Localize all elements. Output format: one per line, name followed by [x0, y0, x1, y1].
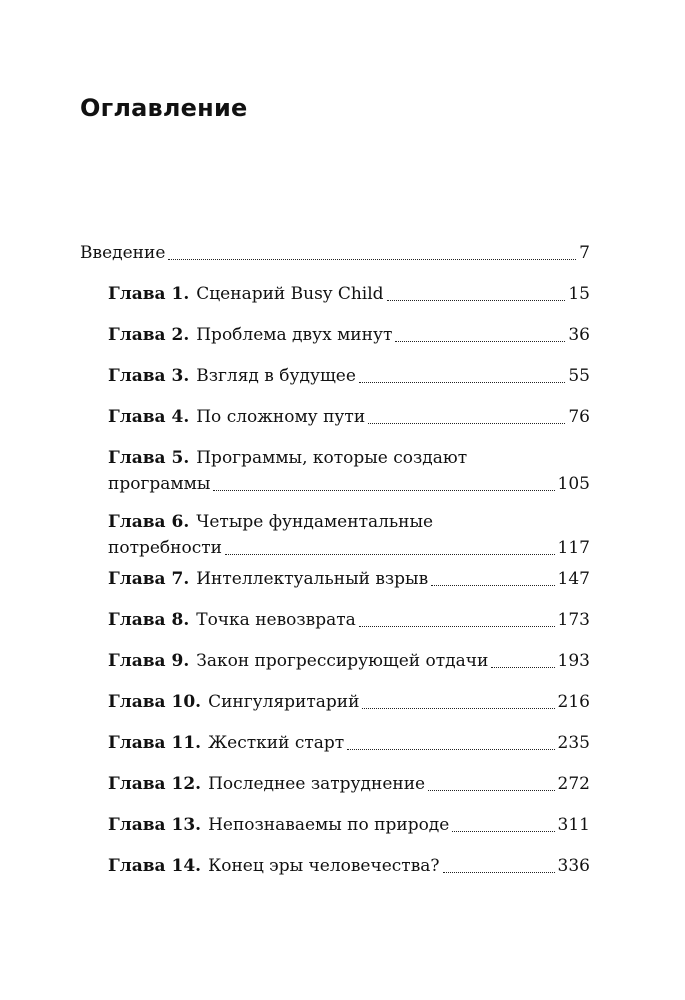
page-number: 311 — [557, 815, 590, 835]
chapter-label: Глава 12. — [108, 774, 202, 794]
toc-chapter-entry[interactable] — [108, 853, 590, 879]
toc-chapter-entry[interactable] — [108, 322, 590, 348]
toc-entry-line — [108, 471, 590, 497]
chapter-label: Глава 6. — [108, 512, 190, 532]
toc-chapter-entry[interactable] — [108, 771, 590, 797]
chapter-label: Глава 5. — [108, 448, 190, 468]
chapter-label: Глава 13. — [108, 815, 202, 835]
chapter-title: Взгляд в будущее — [196, 366, 356, 386]
toc-entry-line — [108, 607, 590, 633]
toc-chapter-entry[interactable] — [108, 812, 590, 838]
chapter-label: Глава 3. — [108, 366, 190, 386]
chapter-title: Точка невозврата — [196, 610, 356, 630]
chapter-label: Глава 8. — [108, 610, 190, 630]
toc-chapter-entry[interactable] — [108, 445, 590, 497]
page-number: 336 — [557, 856, 590, 876]
dot-leader — [443, 872, 555, 873]
chapter-title: Конец эры человечества? — [208, 856, 440, 876]
page-number: 7 — [579, 243, 590, 263]
chapter-title: Сценарий Busy Child — [196, 284, 384, 304]
toc-chapter-entry[interactable] — [108, 689, 590, 715]
chapter-label: Глава 11. — [108, 733, 202, 753]
toc-entry-line — [108, 648, 590, 674]
chapter-title: По сложному пути — [196, 407, 366, 427]
toc-entry-first-line — [108, 445, 590, 471]
page-number: 36 — [568, 325, 590, 345]
chapter-title: Непознаваемы по природе — [208, 815, 450, 835]
toc-entry-line — [108, 404, 590, 430]
chapter-title-line1: Четыре фундаментальные — [196, 512, 434, 532]
page-title: Оглавление — [80, 94, 248, 122]
chapter-title: программы — [108, 474, 211, 494]
page-number: 173 — [557, 610, 590, 630]
chapter-label: Глава 10. — [108, 692, 202, 712]
dot-leader — [359, 626, 555, 627]
toc-entry-line — [80, 240, 590, 266]
page-number: 235 — [557, 733, 590, 753]
chapter-title: Интеллектуальный взрыв — [196, 569, 429, 589]
toc-chapter-entry[interactable] — [108, 648, 590, 674]
dot-leader — [452, 831, 554, 832]
chapter-label: Глава 14. — [108, 856, 202, 876]
dot-leader — [395, 341, 565, 342]
chapter-label: Глава 7. — [108, 569, 190, 589]
chapter-title: Закон прогрессирующей отдачи — [196, 651, 489, 671]
chapter-title-line1: Программы, которые создают — [196, 448, 468, 468]
toc-chapter-entry[interactable] — [108, 281, 590, 307]
toc-entry-first-line — [108, 509, 590, 535]
toc-entry-line — [108, 281, 590, 307]
toc-entry-line — [108, 812, 590, 838]
toc-entry-line — [108, 566, 590, 592]
dot-leader — [428, 790, 554, 791]
toc-intro-entry[interactable] — [80, 240, 590, 266]
dot-leader — [387, 300, 566, 301]
page-number: 216 — [557, 692, 590, 712]
page-number: 15 — [568, 284, 590, 304]
toc-entry-line — [108, 322, 590, 348]
page-number: 117 — [557, 538, 590, 558]
chapter-label: Глава 9. — [108, 651, 190, 671]
toc-entry-line — [108, 771, 590, 797]
dot-leader — [213, 490, 554, 491]
toc-entry-line — [108, 535, 590, 561]
toc-entry-line — [108, 853, 590, 879]
chapter-title: Последнее затруднение — [208, 774, 426, 794]
toc-entry-line — [108, 363, 590, 389]
chapter-label: Глава 1. — [108, 284, 190, 304]
dot-leader — [359, 382, 565, 383]
page-number: 105 — [557, 474, 590, 494]
chapter-title: Сингуляритарий — [208, 692, 360, 712]
chapter-title: Проблема двух минут — [196, 325, 393, 345]
toc-chapter-entry[interactable] — [108, 730, 590, 756]
dot-leader — [168, 259, 576, 260]
chapter-label: Глава 4. — [108, 407, 190, 427]
toc-chapter-entry[interactable] — [108, 566, 590, 592]
dot-leader — [362, 708, 554, 709]
page-number: 76 — [568, 407, 590, 427]
toc-chapter-entry[interactable] — [108, 607, 590, 633]
toc-chapter-entry[interactable] — [108, 404, 590, 430]
dot-leader — [491, 667, 554, 668]
dot-leader — [431, 585, 554, 586]
chapter-title: Жесткий старт — [208, 733, 345, 753]
page-number: 193 — [557, 651, 590, 671]
chapter-title: потребности — [108, 538, 222, 558]
chapter-title: Введение — [80, 243, 166, 263]
page-number: 147 — [557, 569, 590, 589]
dot-leader — [368, 423, 565, 424]
toc-entry-line — [108, 689, 590, 715]
toc-chapter-entry[interactable] — [108, 363, 590, 389]
dot-leader — [347, 749, 554, 750]
toc-entry-line — [108, 730, 590, 756]
chapter-label: Глава 2. — [108, 325, 190, 345]
page-number: 272 — [557, 774, 590, 794]
page-number: 55 — [568, 366, 590, 386]
toc-chapter-entry[interactable] — [108, 509, 590, 561]
dot-leader — [225, 554, 555, 555]
